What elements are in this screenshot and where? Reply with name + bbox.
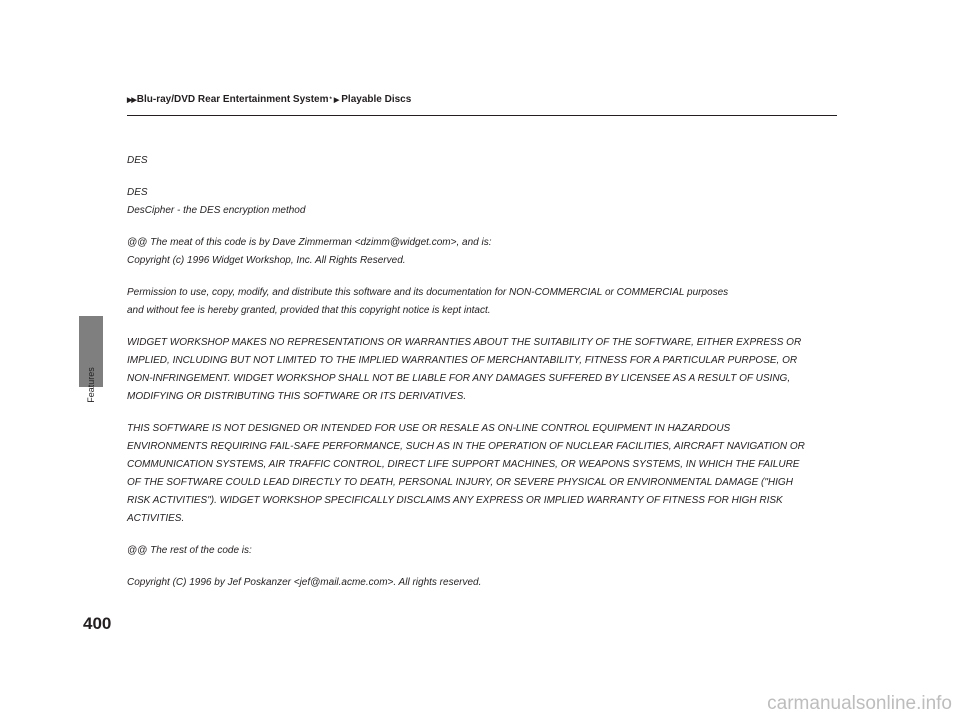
paragraph-permission: Permission to use, copy, modify, and distribute this software and its documentation for NON-COMMERCIAL or COMMERCIAL purposes and without fee is hereby granted, provided that this copyright notice is kept intact.	[127, 287, 729, 316]
section-label	[80, 340, 102, 430]
paragraph-high-risk: THIS SOFTWARE IS NOT DESIGNED OR INTENDED FOR USE OR RESALE AS ON-LINE CONTROL EQUIPMENT IN HAZARDOUS ENVIRONMENTS REQUIRING FAIL-SAFE PERFORMANCE, SUCH AS IN THE OPERATION OF NUCLEAR FACILITIES, AIRCRAFT NAVIGATION OR COMMUNICATION SYSTEMS, AIR TRAFFIC CONTROL, DIRECT LIFE SUPPORT MACHINES, OR WEAPONS SYSTEMS, IN WHICH THE FAILURE OF THE SOFTWARE COULD LEAD DIRECTLY TO DEATH, PERSONAL INJURY, OR SEVERE PHYSICAL OR ENVIRONMENTAL DAMAGE ("HIGH RISK ACTIVITIES"). WIDGET WORKSHOP SPECIFICALLY DISCLAIMS ANY EXPRESS OR IMPLIED WARRANTY OF FITNESS FOR HIGH RISK ACTIVITIES.	[127, 423, 805, 524]
license-text-body	[127, 152, 839, 606]
header-divider	[127, 115, 837, 116]
breadcrumb-current[interactable]: Playable Discs	[341, 94, 412, 105]
paragraph-rest-of-code: @@ The rest of the code is:	[127, 545, 252, 556]
paragraph-warranty: WIDGET WORKSHOP MAKES NO REPRESENTATIONS OR WARRANTIES ABOUT THE SUITABILITY OF THE SOFTWARE, EITHER EXPRESS OR IMPLIED, INCLUDING BUT NOT LIMITED TO THE IMPLIED WARRANTIES OF MERCHANTABILITY, FITNESS FOR A PARTICULAR PURPOSE, OR NON-INFRINGEMENT. WIDGET WORKSHOP SHALL NOT BE LIABLE FOR ANY DAMAGES SUFFERED BY LICENSEE AS A RESULT OF USING, MODIFYING OR DISTRIBUTING THIS SOFTWARE OR ITS DERIVATIVES.	[127, 337, 802, 402]
paragraph-author: @@ The meat of this code is by Dave Zimmerman <dzimm@widget.com>, and is: Copyright (c) 1996 Widget Workshop, Inc. All Rights Reserved.	[127, 237, 492, 266]
breadcrumb	[127, 94, 411, 105]
paragraph-des-title: DES	[127, 155, 148, 166]
breadcrumb-arrow-icon: ▶▶	[127, 96, 136, 104]
breadcrumb-separator-icon: ▶	[333, 96, 340, 104]
watermark-text: carmanualsonline.info	[767, 693, 952, 714]
paragraph-copyright-poskanzer: Copyright (C) 1996 by Jef Poskanzer <jef@mail.acme.com>. All rights reserved.	[127, 577, 482, 588]
section-label-text: Features	[86, 367, 96, 403]
breadcrumb-section[interactable]: Blu-ray/DVD Rear Entertainment System	[136, 94, 329, 105]
paragraph-des-cipher: DES DesCipher - the DES encryption method	[127, 187, 306, 216]
breadcrumb-section-mark: *	[329, 96, 332, 103]
page-number: 400	[83, 614, 112, 633]
